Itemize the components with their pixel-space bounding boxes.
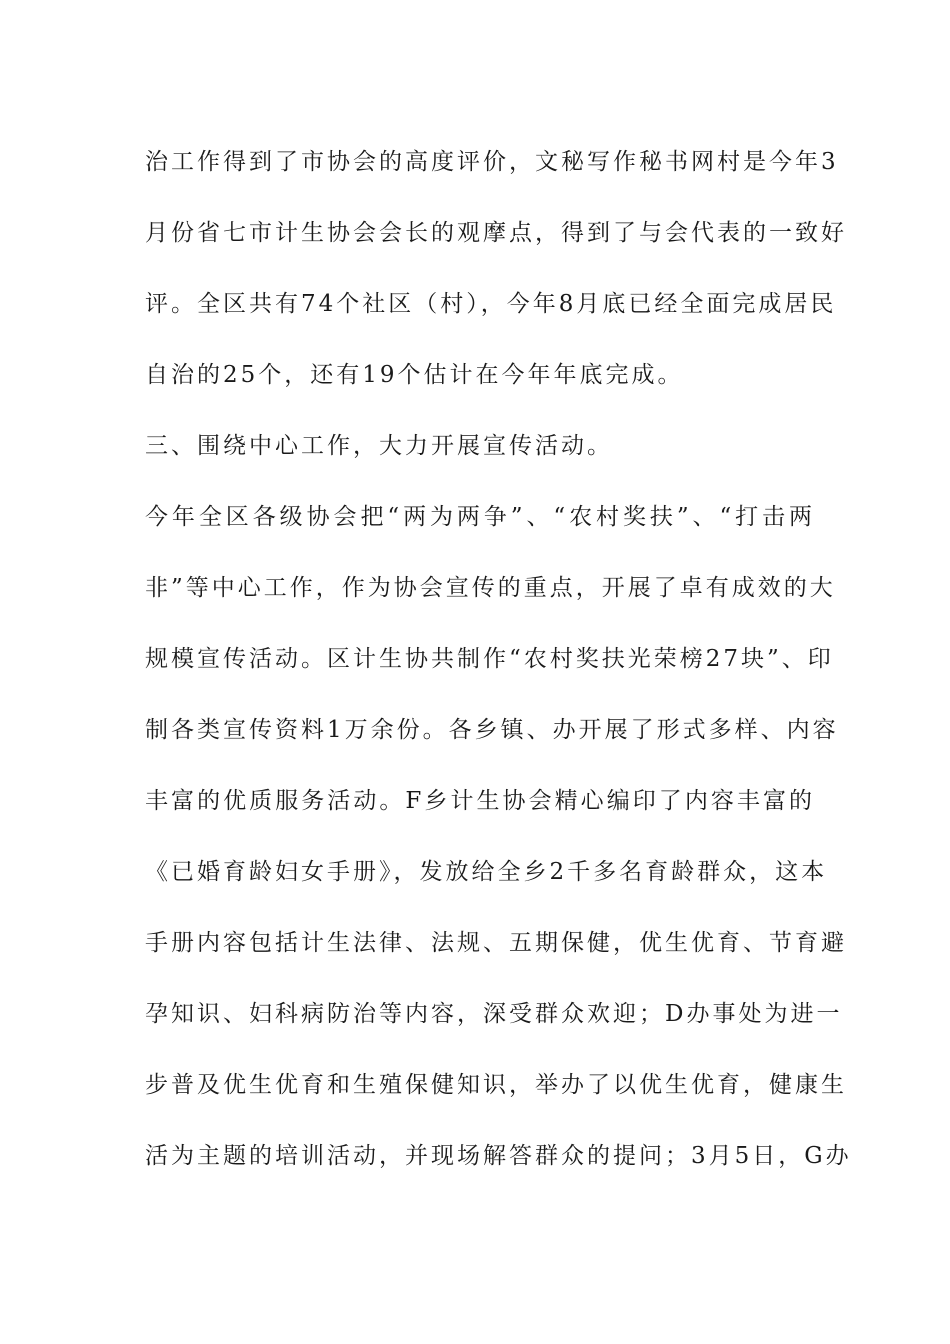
text-line: 今年全区各级协会把“两为两争”、“农村奖扶”、“打击两 — [145, 504, 815, 530]
text-line: 步普及优生优育和生殖保健知识，举办了以优生优育，健康生 — [145, 1072, 847, 1098]
text-line: 《已婚育龄妇女手册》，发放给全乡2千多名育龄群众，这本 — [145, 859, 828, 885]
text-line: 评。全区共有74个社区（村），今年8月底已经全面完成居民 — [145, 291, 837, 317]
section-heading: 三、围绕中心工作，大力开展宣传活动。 — [145, 433, 613, 459]
text-line: 丰富的优质服务活动。F乡计生协会精心编印了内容丰富的 — [145, 788, 815, 814]
text-line: 手册内容包括计生法律、法规、五期保健，优生优育、节育避 — [145, 930, 847, 956]
text-line: 活为主题的培训活动，并现场解答群众的提问；3月5日，G办 — [145, 1143, 852, 1169]
text-line: 孕知识、妇科病防治等内容，深受群众欢迎；D办事处为进一 — [145, 1001, 843, 1027]
text-line: 非”等中心工作，作为协会宣传的重点，开展了卓有成效的大 — [145, 575, 836, 601]
text-line: 规模宣传活动。区计生协共制作“农村奖扶光荣榜27块”、印 — [145, 646, 834, 672]
text-line: 制各类宣传资料1万余份。各乡镇、办开展了形式多样、内容 — [145, 717, 839, 743]
text-line: 治工作得到了市协会的高度评价，文秘写作秘书网村是今年3 — [145, 149, 839, 175]
text-line: 月份省七市计生协会会长的观摩点，得到了与会代表的一致好 — [145, 220, 847, 246]
body-text — [145, 133, 852, 1198]
text-line: 自治的25个，还有19个估计在今年年底完成。 — [145, 362, 684, 388]
